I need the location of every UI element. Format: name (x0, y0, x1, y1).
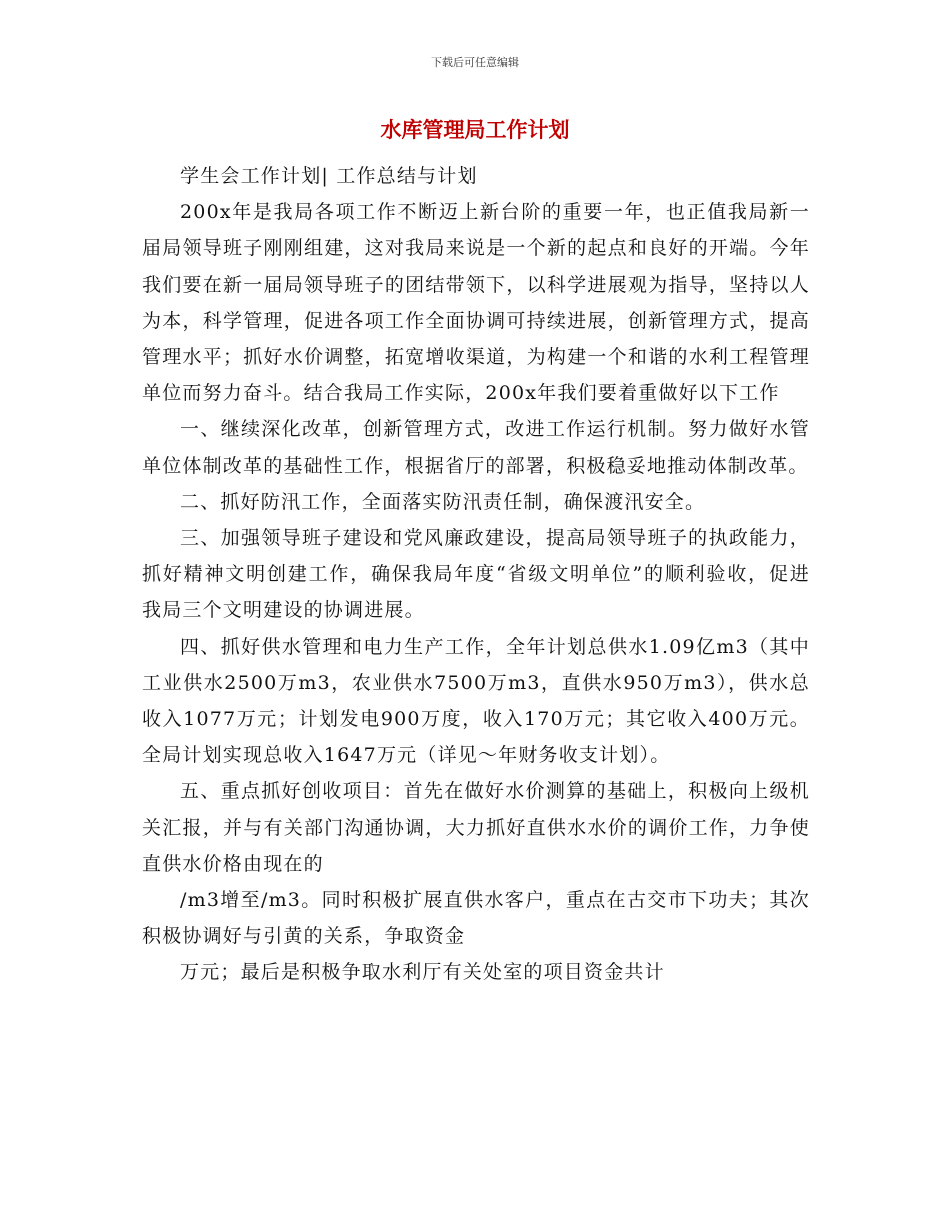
document-body (142, 158, 810, 991)
paragraph-item-4: 四、抓好供水管理和电力生产工作，全年计划总供水1.09亿m3（其中工业供水2500万m3，农业供水7500万m3，直供水950万m3），供水总收入1077万元；计划发电900万度，收入170万元；其它收入400万元。全局计划实现总收入1647万元（详见～年财务收支计划）。 (142, 635, 810, 767)
paragraph-item-5-cont-2: 万元；最后是积极争取水利厅有关处室的项目资金共计 (180, 961, 665, 984)
paragraph-item-2: 二、抓好防汛工作，全面落实防汛责任制，确保渡汛安全。 (180, 490, 706, 513)
paragraph-intro: 200x年是我局各项工作不断迈上新台阶的重要一年，也正值我局新一届局领导班子刚刚组建，这对我局来说是一个新的起点和良好的开端。今年我们要在新一届局领导班子的团结带领下，以科学进展观为指导，坚持以人为本，科学管理，促进各项工作全面协调可持续进展，创新管理方式，提高管理水平；抓好水价调整，拓宽增收渠道，为构建一个和谐的水利工程管理单位而努力奋斗。结合我局工作实际，200x年我们要着重做好以下工作 (142, 201, 810, 405)
document-title: 水库管理局工作计划 (380, 118, 570, 142)
header-note: 下载后可任意编辑 (431, 56, 519, 69)
paragraph-item-1: 一、继续深化改革，创新管理方式，改进工作运行机制。努力做好水管单位体制改革的基础性工作，根据省厅的部署，积极稳妥地推动体制改革。 (142, 418, 810, 477)
paragraph-item-3: 三、加强领导班子建设和党风廉政建设，提高局领导班子的执政能力，抓好精神文明创建工作，确保我局年度“省级文明单位”的顺利验收，促进我局三个文明建设的协调进展。 (142, 527, 810, 622)
paragraph-item-5: 五、重点抓好创收项目：首先在做好水价测算的基础上，积极向上级机关汇报，并与有关部门沟通协调，大力抓好直供水水价的调价工作，力争使直供水价格由现在的 (142, 780, 810, 875)
paragraph-subtitle: 学生会工作计划| 工作总结与计划 (180, 165, 478, 187)
paragraph-item-5-cont-1: /m3增至/m3。同时积极扩展直供水客户，重点在古交市下功夫；其次积极协调好与引黄的关系，争取资金 (142, 889, 810, 948)
